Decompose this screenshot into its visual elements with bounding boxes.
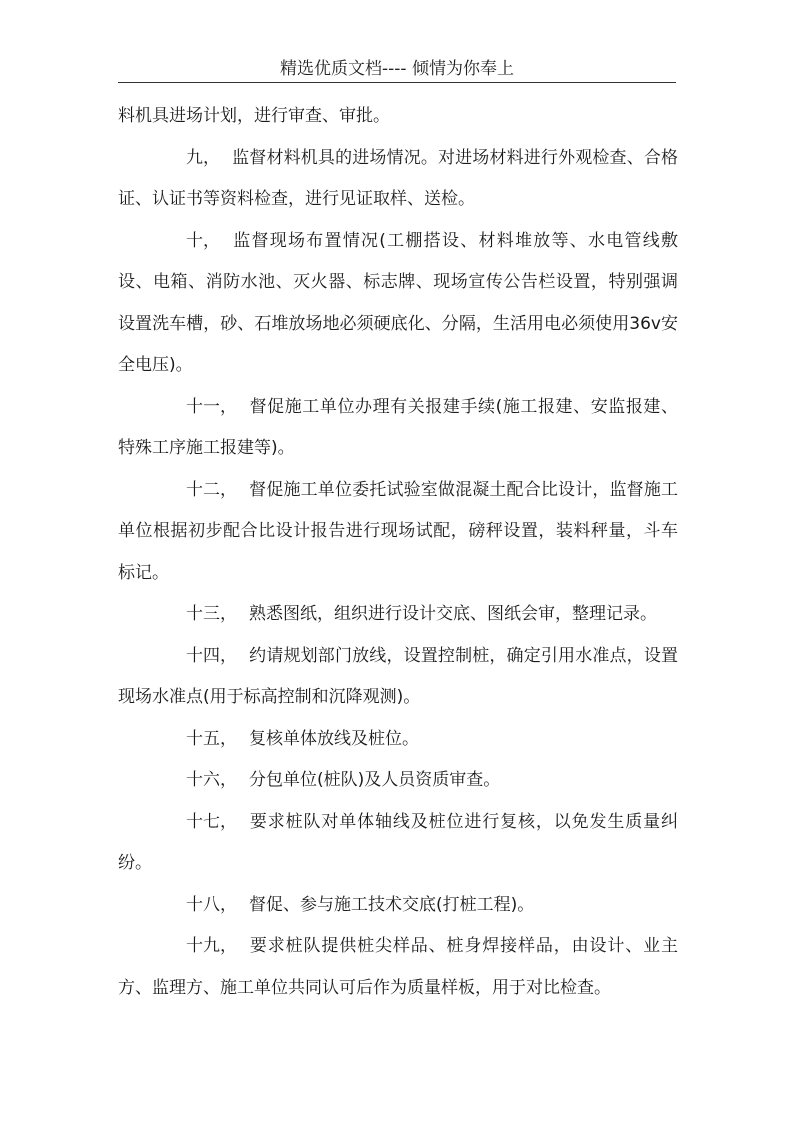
paragraph-text: 要求桩队对单体轴线及桩位进行复核，以免发生质量纠纷。: [118, 811, 678, 873]
paragraph-item-14: [118, 636, 678, 719]
paragraph-text: 分包单位(桩队)及人员资质审查。: [249, 770, 501, 790]
paragraph-item-9: [118, 138, 678, 221]
item-number: 十六，: [186, 770, 237, 790]
paragraph-text: 督促、参与施工技术交底(打桩工程)。: [249, 894, 535, 915]
header-title: 精选优质文档---- 倾情为你奉上: [280, 59, 514, 79]
paragraph-continuation: [118, 96, 678, 138]
item-number: 十四，: [186, 645, 237, 666]
item-number: 十二，: [186, 479, 237, 500]
item-number: 十九，: [186, 936, 237, 956]
paragraph-text: 复核单体放线及桩位。: [249, 728, 419, 749]
paragraph-item-15: [118, 719, 678, 761]
item-number: 十八，: [186, 894, 237, 915]
paragraph-text: 督促施工单位委托试验室做混凝土配合比设计，监督施工单位根据初步配合比设计报告进行现场试配，磅秤设置，装料秤量，斗车标记。: [118, 479, 678, 583]
paragraph-text: 约请规划部门放线，设置控制桩，确定引用水准点，设置现场水准点(用于标高控制和沉降观测)。: [118, 645, 678, 707]
paragraph-text: 督促施工单位办理有关报建手续(施工报建、安监报建、特殊工序施工报建等)。: [118, 396, 678, 458]
paragraph-item-12: [118, 470, 678, 595]
paragraph-item-10: [118, 221, 678, 387]
item-number: 九，: [186, 147, 220, 168]
item-number: 十一，: [186, 396, 237, 417]
item-number: 十五，: [186, 728, 237, 749]
paragraph-item-11: [118, 387, 678, 470]
item-number: 十三，: [186, 604, 237, 624]
paragraph-item-19: [118, 926, 678, 1009]
page-header: [118, 58, 676, 83]
paragraph-text: 要求桩队提供桩尖样品、桩身焊接样品，由设计、业主方、监理方、施工单位共同认可后作为质量样板，用于对比检查。: [118, 936, 678, 998]
paragraph-item-16: [118, 760, 678, 802]
document-body: [118, 96, 678, 1009]
paragraph-text: 监督现场布置情况(工棚搭设、材料堆放等、水电管线敷设、电箱、消防水池、灭火器、标志牌、现场宣传公告栏设置，特别强调设置洗车槽，砂、石堆放场地必须硬底化、分隔，生活用电必须使用36v安全电压)。: [118, 230, 678, 375]
paragraph-text: 料机具进场计划，进行审查、审批。: [118, 106, 390, 126]
paragraph-item-17: [118, 802, 678, 885]
paragraph-item-13: [118, 594, 678, 636]
item-number: 十七，: [186, 811, 237, 832]
paragraph-text: 熟悉图纸，组织进行设计交底、图纸会审，整理记录。: [249, 604, 657, 624]
item-number: 十，: [186, 230, 220, 251]
paragraph-text: 监督材料机具的进场情况。对进场材料进行外观检查、合格证、认证书等资料检查，进行见证取样、送检。: [118, 147, 678, 209]
paragraph-item-18: [118, 885, 678, 927]
